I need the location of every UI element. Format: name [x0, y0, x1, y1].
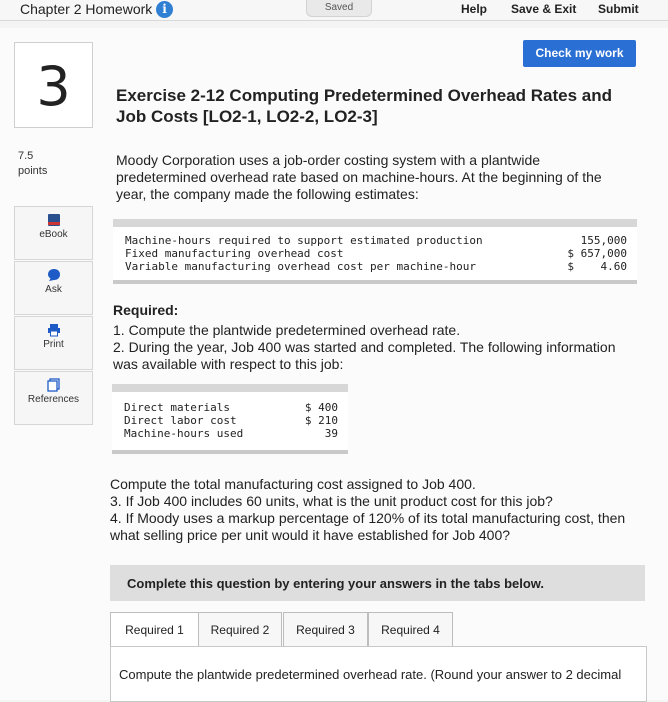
chat-bubble-icon: [47, 268, 61, 282]
print-label: Print: [43, 339, 64, 350]
instructions-banner: [110, 565, 645, 601]
question-number-box: [14, 42, 93, 128]
table-top-rule: [113, 219, 637, 227]
table-top-rule: [112, 384, 348, 392]
table-row: [113, 260, 637, 273]
points-value: 7.5: [18, 150, 34, 162]
tab-required-3[interactable]: Required 3: [283, 612, 368, 648]
table-row: [113, 247, 637, 260]
tab-required-2[interactable]: Required 2: [198, 612, 282, 648]
table-row: [112, 401, 348, 414]
print-button[interactable]: [14, 316, 93, 370]
tab-panel: [110, 646, 647, 702]
table-row: [112, 414, 348, 427]
references-button[interactable]: [14, 371, 93, 425]
book-icon: [47, 213, 61, 227]
references-label: References: [27, 394, 80, 405]
row-value: $ 4.60: [567, 260, 627, 273]
row-label: Machine-hours used: [124, 427, 244, 440]
required-heading: Required:: [113, 302, 179, 318]
instructions-text: Complete this question by entering your answers in the tabs below.: [127, 576, 545, 591]
intro-text: Moody Corporation uses a job-order costing system with a plantwide predetermined overhead rate based on machine-hours. At the beginning of the year, the company made the following estimates:: [116, 152, 602, 202]
row-value: $ 657,000: [567, 247, 627, 260]
top-bar: [0, 0, 668, 21]
row-label: Direct materials: [124, 401, 230, 414]
estimates-table: [113, 219, 637, 284]
help-link[interactable]: Help: [461, 2, 488, 16]
printer-icon: [47, 323, 61, 337]
row-value: $ 400: [304, 401, 338, 414]
ask-label: Ask: [45, 284, 62, 295]
tab-required-4[interactable]: Required 4: [368, 612, 453, 648]
ask-button[interactable]: [14, 261, 93, 315]
table-row: [113, 234, 637, 247]
required-item-2: 2. During the year, Job 400 was started and completed. The following information was available with respect to this job:: [113, 339, 616, 372]
table-row: [112, 427, 348, 440]
documents-icon: [47, 378, 61, 392]
row-label: Fixed manufacturing overhead cost: [125, 247, 344, 260]
tab-required-1[interactable]: Required 1: [110, 612, 199, 647]
tab-instruction: Compute the plantwide predetermined overhead rate. (Round your answer to 2 decimal: [119, 667, 622, 682]
info-icon[interactable]: i: [156, 1, 173, 18]
row-label: Machine-hours required to support estimated production: [125, 234, 483, 247]
save-exit-link[interactable]: Save & Exit: [511, 2, 577, 16]
required-item-1: 1. Compute the plantwide predetermined overhead rate.: [113, 322, 461, 338]
table-bottom-rule: [113, 280, 637, 284]
check-my-work-button[interactable]: Check my work: [523, 40, 636, 67]
assignment-title: Chapter 2 Homework: [20, 1, 153, 17]
ebook-label: eBook: [39, 229, 68, 240]
points-label: points: [18, 165, 48, 177]
row-value: 39: [324, 427, 338, 440]
row-label: Variable manufacturing overhead cost per machine-hour: [125, 260, 476, 273]
exercise-title: Exercise 2-12 Computing Predetermined Overhead Rates and Job Costs [LO2-1, LO2-2, LO2-3]: [116, 86, 613, 126]
row-value: $ 210: [304, 414, 338, 427]
job-400-table: [112, 384, 348, 454]
saved-status: Saved: [306, 0, 372, 17]
submit-link[interactable]: Submit: [598, 2, 639, 16]
question-number: 3: [36, 55, 71, 118]
question-area: [0, 28, 668, 700]
required-item-2-question: Compute the total manufacturing cost assigned to Job 400.: [110, 476, 476, 492]
required-item-3: 3. If Job 400 includes 60 units, what is the unit product cost for this job?: [110, 493, 553, 509]
table-bottom-rule: [112, 450, 348, 454]
row-label: Direct labor cost: [124, 414, 237, 427]
required-item-4: 4. If Moody uses a markup percentage of 120% of its total manufacturing cost, then what selling price per unit would it have established for Job 400?: [110, 510, 626, 543]
ebook-button[interactable]: [14, 206, 93, 260]
row-value: 155,000: [580, 234, 627, 247]
